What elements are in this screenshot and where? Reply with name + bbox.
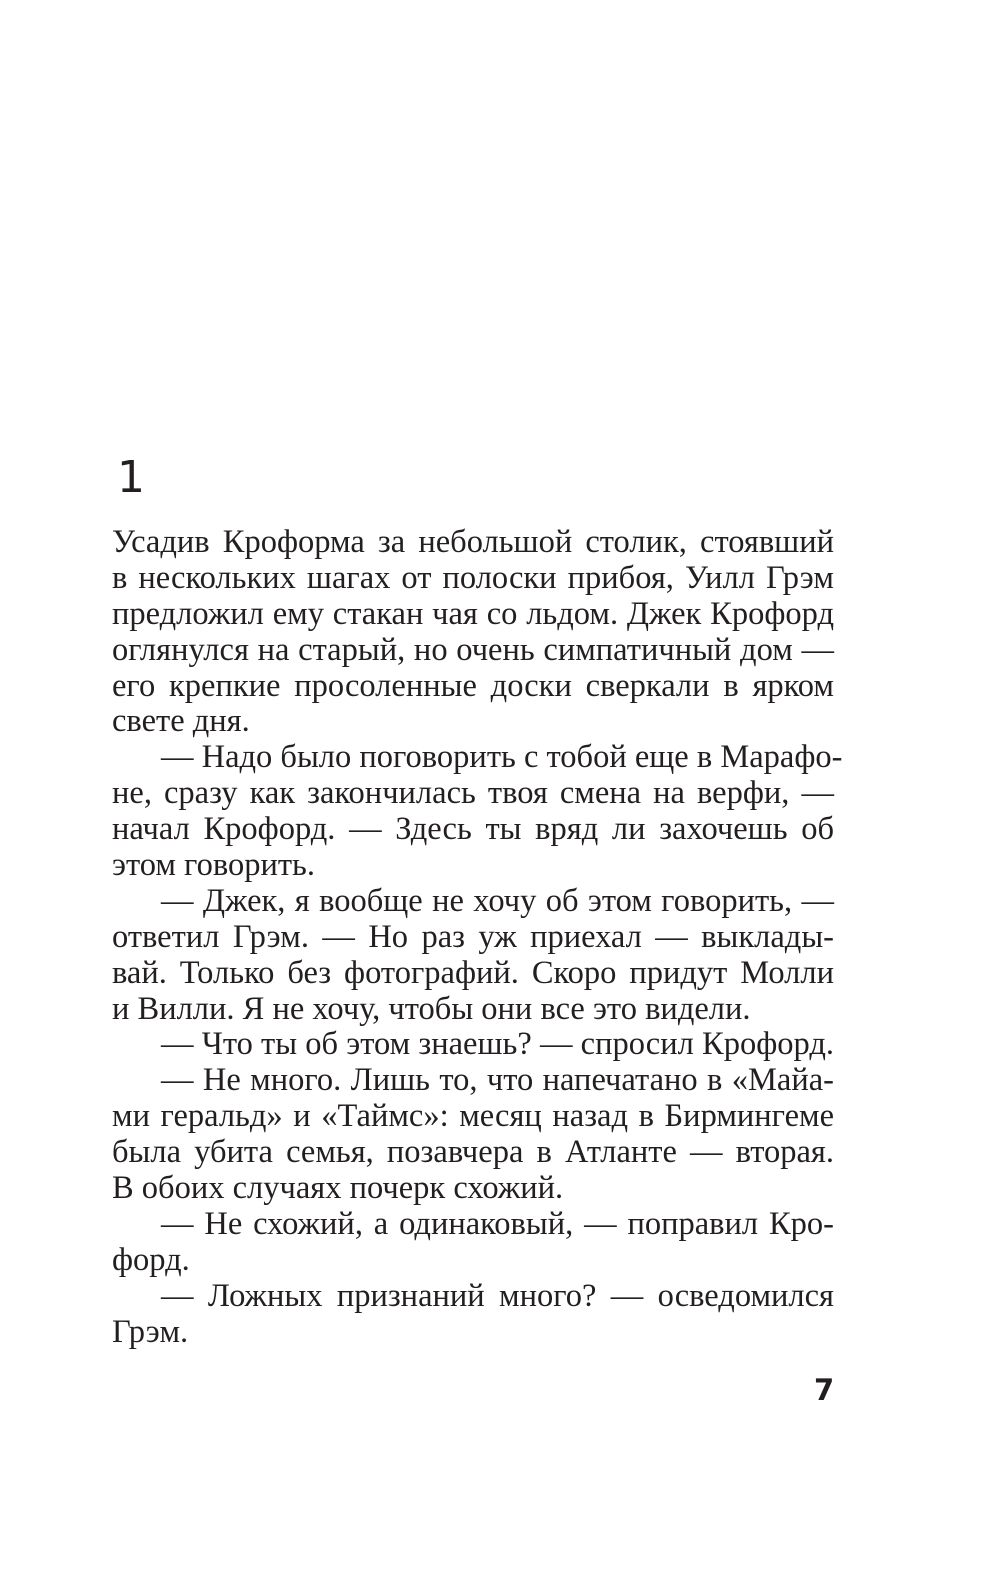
- text-line: — Надо было поговорить с тобой еще в Марафо-: [161, 739, 843, 776]
- text-line: — Не много. Лишь то, что напечатано в «Майа-: [161, 1062, 834, 1099]
- text-line: не, сразу как закончилась твоя смена на верфи, —: [112, 775, 834, 812]
- text-line: — Джек, я вообще не хочу об этом говорить, —: [161, 882, 834, 919]
- text-line: была убита семья, позавчера в Атланте — вторая.: [112, 1134, 834, 1171]
- text-line: и Вилли. Я не хочу, чтобы они все это видели.: [112, 990, 751, 1027]
- text-line: Грэм.: [112, 1313, 189, 1350]
- chapter-body: [112, 524, 843, 1350]
- text-line: этом говорить.: [112, 847, 315, 884]
- text-line: форд.: [112, 1241, 190, 1278]
- text-line: начал Крофорд. — Здесь ты вряд ли захочешь об: [112, 811, 834, 848]
- text-line: В обоих случаях почерк схожий.: [112, 1170, 564, 1207]
- text-line: Усадив Кроформа за небольшой столик, стоявший: [112, 524, 834, 560]
- text-line: предложил ему стакан чая со льдом. Джек Крофорд: [112, 595, 834, 632]
- page-number: 7: [814, 1373, 835, 1407]
- text-line: свете дня.: [112, 703, 250, 740]
- text-line: — Что ты об этом знаешь? — спросил Крофорд.: [161, 1026, 834, 1063]
- text-line: — Ложных признаний много? — осведомился: [161, 1277, 834, 1314]
- text-line: ответил Грэм. — Но раз уж приехал — выклады-: [112, 918, 834, 955]
- text-line: оглянулся на старый, но очень симпатичный дом —: [112, 631, 834, 668]
- text-line: его крепкие просоленные доски сверкали в ярком: [112, 667, 834, 704]
- chapter-number: 1: [117, 452, 145, 503]
- text-line: ми геральд» и «Таймс»: месяц назад в Бирмингеме: [112, 1098, 834, 1135]
- text-line: в нескольких шагах от полоски прибоя, Уилл Грэм: [112, 559, 834, 596]
- text-line: — Не схожий, а одинаковый, — поправил Кро-: [161, 1205, 834, 1242]
- text-line: вай. Только без фотографий. Скоро придут Молли: [112, 954, 834, 991]
